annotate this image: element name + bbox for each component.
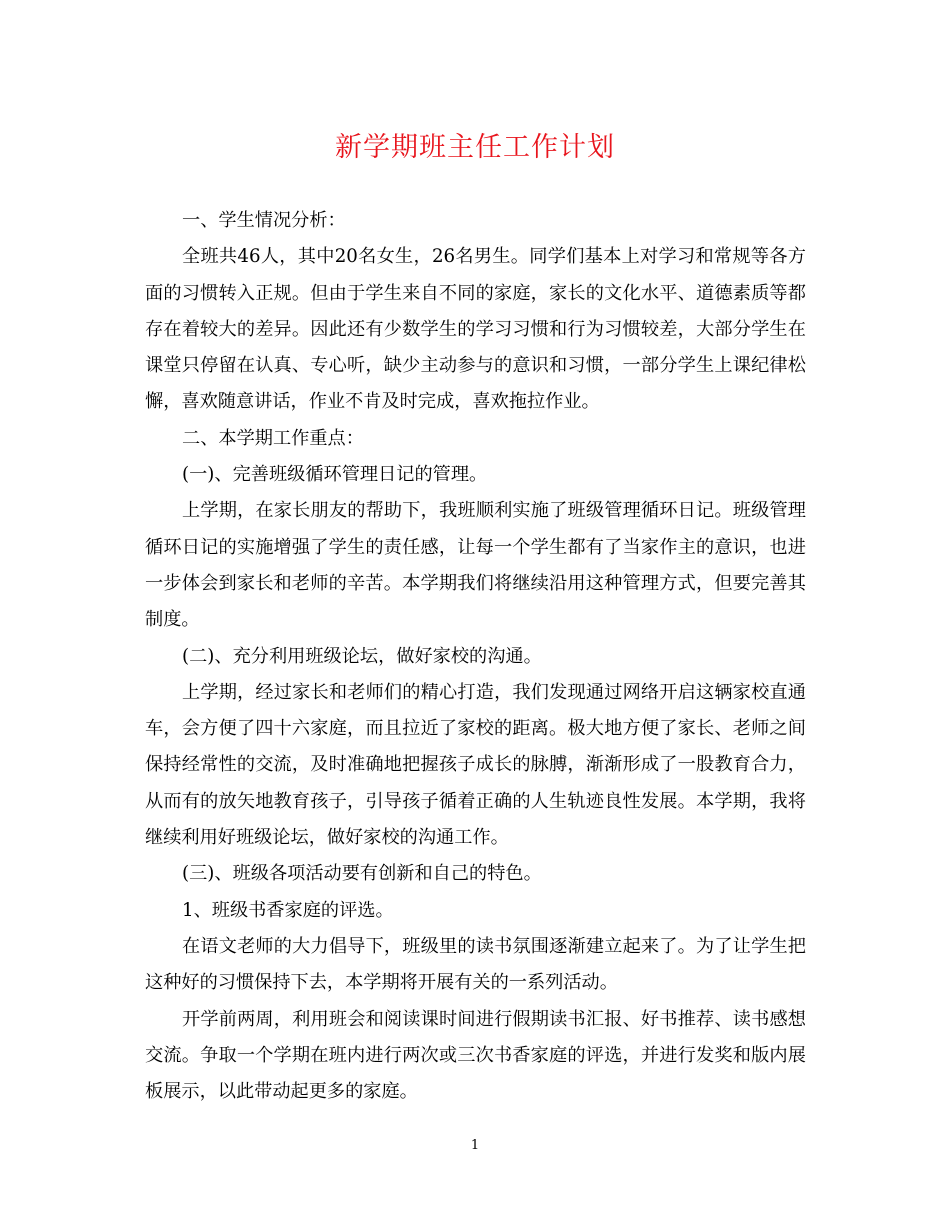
- subsection-heading: (一)、完善班级循环管理日记的管理。: [182, 464, 488, 486]
- body-paragraph: 开学前两周，利用班会和阅读课时间进行假期读书汇报、好书推荐、读书感想交流。争取一个学期在班内进行两次或三次书香家庭的评选，并进行发奖和版内展板展示，以此带动起更多的家庭。: [145, 1008, 806, 1103]
- section-heading: 二、本学期工作重点：: [182, 427, 364, 449]
- section-heading: 一、学生情况分析：: [182, 210, 346, 231]
- item-heading: 1、班级书香家庭的评选。: [182, 899, 394, 921]
- page-number: 1: [470, 1138, 480, 1153]
- body-paragraph: 上学期，在家长朋友的帮助下，我班顺利实施了班级管理循环日记。班级管理循环日记的实施增强了学生的责任感，让每一个学生都有了当家作主的意识，也进一步体会到家长和老师的辛苦。本学期我们将继续沿用这种管理方式，但要完善其制度。: [145, 500, 806, 631]
- subsection-heading: (三)、班级各项活动要有创新和自己的特色。: [182, 863, 542, 885]
- body-paragraph: 上学期，经过家长和老师们的精心打造，我们发现通过网络开启这辆家校直通车，会方便了四十六家庭，而且拉近了家校的距离。极大地方便了家长、老师之间保持经常性的交流，及时准确地把握孩子成长的脉膊，渐渐形成了一股教育合力，从而有的放矢地教育孩子，引导孩子循着正确的人生轨迹良性发展。本学期，我将继续利用好班级论坛，做好家校的沟通工作。: [145, 681, 806, 849]
- body-paragraph: 在语文老师的大力倡导下，班级里的读书氛围逐渐建立起来了。为了让学生把这种好的习惯保持下去，本学期将开展有关的一系列活动。: [145, 935, 806, 994]
- body-paragraph: 全班共46人，其中20名女生，26名男生。同学们基本上对学习和常规等各方面的习惯转入正规。但由于学生来自不同的家庭，家长的文化水平、道德素质等都存在着较大的差异。因此还有少数学生的学习习惯和行为习惯较差，大部分学生在课堂只停留在认真、专心听，缺少主动参与的意识和习惯，一部分学生上课纪律松懈，喜欢随意讲话，作业不肯及时完成，喜欢拖拉作业。: [145, 246, 806, 413]
- subsection-heading: (二)、充分利用班级论坛，做好家校的沟通。: [182, 645, 542, 667]
- document-body: [145, 203, 806, 1110]
- document-title: 新学期班主任工作计划: [335, 132, 615, 163]
